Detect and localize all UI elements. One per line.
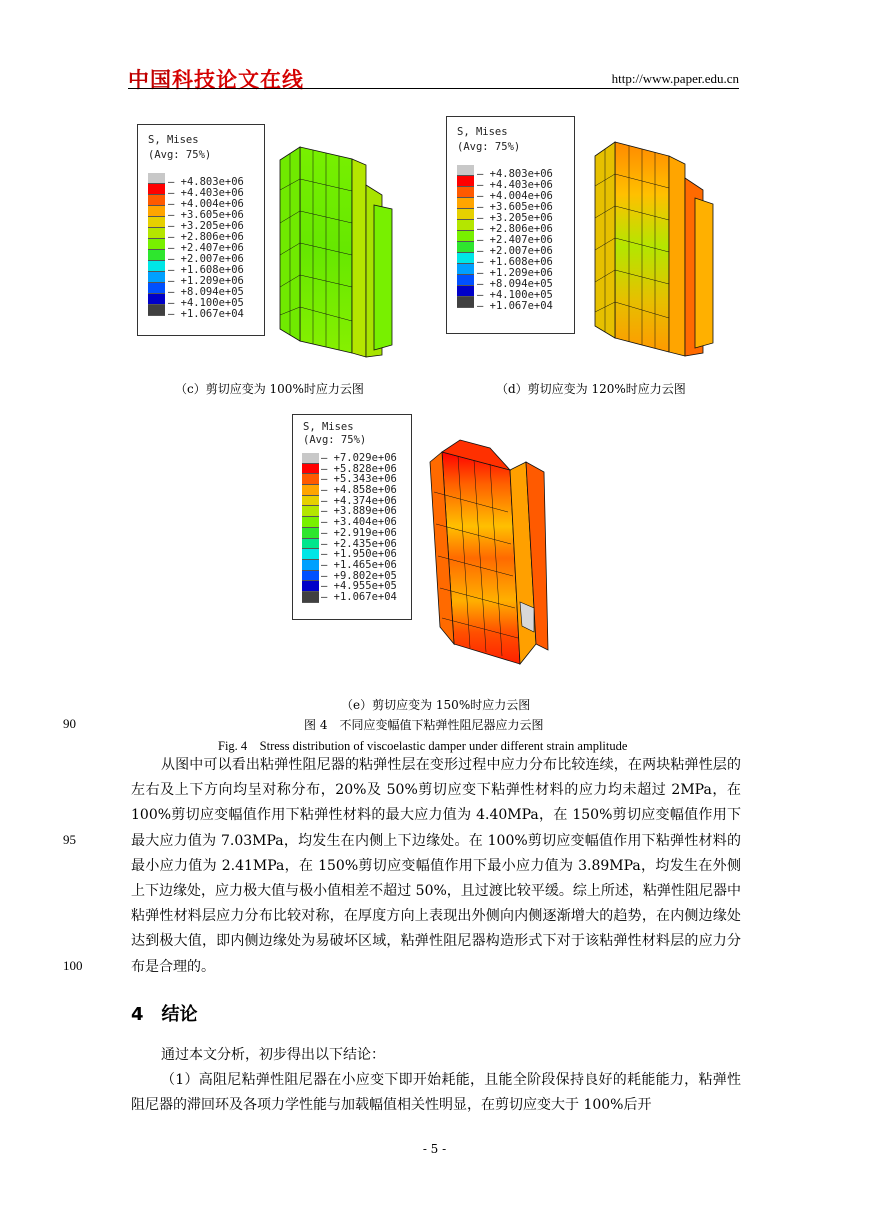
legend-value: – +4.004e+06 bbox=[477, 190, 553, 202]
color-bar-segment bbox=[457, 165, 474, 176]
legend-panel-d bbox=[446, 116, 575, 334]
legend-title: S, Mises (Avg: 75%) bbox=[457, 126, 521, 153]
legend-value: – +1.067e+04 bbox=[168, 308, 244, 320]
line-number: 90 bbox=[63, 716, 76, 731]
color-bar-segment bbox=[148, 261, 165, 272]
color-bar-segment bbox=[457, 264, 474, 275]
line-number: 100 bbox=[63, 958, 83, 973]
color-bar-segment bbox=[148, 250, 165, 261]
color-bar bbox=[457, 165, 474, 308]
color-bar-segment bbox=[302, 464, 319, 475]
color-bar-segment bbox=[148, 228, 165, 239]
legend-value: – +3.889e+06 bbox=[321, 505, 397, 518]
caption-panel-e: （e）剪切应变为 150%时应力云图 bbox=[341, 698, 531, 712]
color-bar-segment bbox=[302, 506, 319, 517]
legend-value: – +2.435e+06 bbox=[321, 537, 397, 550]
color-bar-segment bbox=[302, 474, 319, 485]
color-bar-segment bbox=[302, 528, 319, 539]
color-bar-segment bbox=[302, 453, 319, 464]
legend-value: – +2.007e+06 bbox=[477, 245, 553, 257]
damper-contour-c bbox=[270, 145, 415, 365]
legend-value: – +1.209e+06 bbox=[477, 267, 553, 279]
color-bar-segment bbox=[148, 195, 165, 206]
conclusion-text bbox=[131, 1043, 741, 1119]
color-bar-segment bbox=[457, 286, 474, 297]
legend-title: S, Mises (Avg: 75%) bbox=[303, 421, 367, 446]
figure-caption-cn: 图 4 不同应变幅值下粘弹性阻尼器应力云图 bbox=[304, 718, 544, 732]
legend-value: – +2.407e+06 bbox=[168, 242, 244, 254]
legend-value: – +3.205e+06 bbox=[477, 212, 553, 224]
legend-title: S, Mises (Avg: 75%) bbox=[148, 134, 212, 161]
color-bar-segment bbox=[457, 275, 474, 286]
legend-value: – +3.205e+06 bbox=[168, 220, 244, 232]
legend-value: – +5.343e+06 bbox=[321, 473, 397, 486]
color-bar-segment bbox=[457, 209, 474, 220]
color-bar-segment bbox=[148, 217, 165, 228]
legend-value: – +8.094e+05 bbox=[168, 286, 244, 298]
color-bar-segment bbox=[148, 272, 165, 283]
color-bar-segment bbox=[302, 571, 319, 582]
legend-value: – +3.605e+06 bbox=[168, 209, 244, 221]
legend-panel-c bbox=[137, 124, 265, 336]
paragraph-3: （1）高阻尼粘弹性阻尼器在小应变下即开始耗能，且能全阶段保持良好的耗能能力，粘弹性阻尼器的滞回环及各项力学性能与加载幅值相关性明显，在剪切应变大于 100%后开 bbox=[131, 1072, 741, 1114]
color-bar-segment bbox=[457, 220, 474, 231]
caption-panel-c: （c）剪切应变为 100%时应力云图 bbox=[175, 382, 364, 396]
color-bar-segment bbox=[302, 560, 319, 571]
journal-logo: 中国科技论文在线 bbox=[128, 68, 304, 92]
legend-value: – +4.403e+06 bbox=[477, 179, 553, 191]
legend-value: – +2.806e+06 bbox=[477, 223, 553, 235]
legend-values bbox=[168, 177, 244, 320]
color-bar-segment bbox=[148, 206, 165, 217]
header-url[interactable]: http://www.paper.edu.cn bbox=[611, 71, 739, 86]
caption-panel-d: （d）剪切应变为 120%时应力云图 bbox=[496, 382, 686, 396]
color-bar bbox=[148, 173, 165, 316]
color-bar-segment bbox=[457, 253, 474, 264]
damper-contour-e bbox=[420, 432, 560, 667]
damper-contour-d bbox=[585, 138, 730, 363]
legend-panel-e bbox=[292, 414, 412, 620]
legend-value: – +2.919e+06 bbox=[321, 526, 397, 539]
body-paragraph bbox=[131, 753, 741, 980]
legend-value: – +1.209e+06 bbox=[168, 275, 244, 287]
color-bar-segment bbox=[302, 485, 319, 496]
header-rule bbox=[128, 88, 739, 89]
color-bar-segment bbox=[302, 539, 319, 550]
color-bar-segment bbox=[457, 297, 474, 308]
color-bar-segment bbox=[148, 184, 165, 195]
color-bar-segment bbox=[148, 305, 165, 316]
legend-value: – +1.067e+04 bbox=[477, 300, 553, 312]
legend-value: – +1.067e+04 bbox=[321, 590, 397, 603]
legend-value: – +4.100e+05 bbox=[168, 297, 244, 309]
legend-value: – +2.806e+06 bbox=[168, 231, 244, 243]
legend-value: – +4.374e+06 bbox=[321, 494, 397, 507]
legend-value: – +2.407e+06 bbox=[477, 234, 553, 246]
figure-caption-en: Fig. 4 Stress distribution of viscoelastic damper under different strain amplitude bbox=[218, 739, 628, 753]
line-number: 95 bbox=[63, 832, 76, 847]
color-bar bbox=[302, 453, 319, 603]
legend-value: – +4.004e+06 bbox=[168, 198, 244, 210]
color-bar-segment bbox=[457, 242, 474, 253]
legend-value: – +9.802e+05 bbox=[321, 569, 397, 582]
legend-value: – +1.608e+06 bbox=[477, 256, 553, 268]
legend-value: – +7.029e+06 bbox=[321, 452, 397, 464]
legend-value: – +2.007e+06 bbox=[168, 253, 244, 265]
legend-value: – +8.094e+05 bbox=[477, 278, 553, 290]
legend-value: – +4.858e+06 bbox=[321, 484, 397, 497]
color-bar-segment bbox=[302, 549, 319, 560]
color-bar-segment bbox=[457, 231, 474, 242]
color-bar-segment bbox=[457, 198, 474, 209]
legend-value: – +4.403e+06 bbox=[168, 187, 244, 199]
paragraph-1: 从图中可以看出粘弹性阻尼器的粘弹性层在变形过程中应力分布比较连续，在两块粘弹性层的左右及上下方向均呈对称分布，20%及 50%剪切应变下粘弹性材料的应力均未超过 2MPa，在 100%剪切应变幅值作用下粘弹性材料的最大应力值为 4.40MPa，在 150%剪切应变幅值作用下最大应力值为 7.03MPa，均发生在内侧上下边缘处。在 100%剪切应变幅值作用下粘弹性材料的最小应力值为 2.41MPa，在 150%剪切应变幅值作用下最小应力值为 3.89MPa，均发生在外侧上下边缘处，应力极大值与极小值相差不超过 50%，且过渡比较平缓。综上所述，粘弹性阻尼器中粘弹性材料层应力分布比较对称，在厚度方向上表现出外侧向内侧逐渐增大的趋势，在内侧边缘处达到极大值，即内侧边缘处为易破坏区域，粘弹性阻尼器构造形式下对于该粘弹性材料层的应力分布是合理的。 bbox=[131, 757, 741, 975]
color-bar-segment bbox=[302, 592, 319, 603]
color-bar-segment bbox=[302, 517, 319, 528]
color-bar-segment bbox=[148, 283, 165, 294]
legend-value: – +4.803e+06 bbox=[477, 168, 553, 180]
legend-value: – +1.465e+06 bbox=[321, 558, 397, 571]
color-bar-segment bbox=[148, 173, 165, 184]
color-bar-segment bbox=[302, 496, 319, 507]
legend-value: – +5.828e+06 bbox=[321, 462, 397, 475]
color-bar-segment bbox=[457, 187, 474, 198]
legend-value: – +4.100e+05 bbox=[477, 289, 553, 301]
legend-value: – +3.404e+06 bbox=[321, 516, 397, 529]
legend-value: – +3.605e+06 bbox=[477, 201, 553, 213]
color-bar-segment bbox=[148, 294, 165, 305]
color-bar-segment bbox=[302, 581, 319, 592]
color-bar-segment bbox=[457, 176, 474, 187]
legend-value: – +1.950e+06 bbox=[321, 548, 397, 561]
legend-value: – +4.955e+05 bbox=[321, 580, 397, 593]
legend-values bbox=[321, 453, 397, 603]
legend-values bbox=[477, 169, 553, 312]
legend-value: – +4.803e+06 bbox=[168, 176, 244, 188]
legend-value: – +1.608e+06 bbox=[168, 264, 244, 276]
page-number: - 5 - bbox=[422, 1142, 447, 1156]
color-bar-segment bbox=[148, 239, 165, 250]
paragraph-2: 通过本文分析，初步得出以下结论： bbox=[161, 1047, 385, 1063]
section-heading: 4 结论 bbox=[131, 1004, 198, 1025]
